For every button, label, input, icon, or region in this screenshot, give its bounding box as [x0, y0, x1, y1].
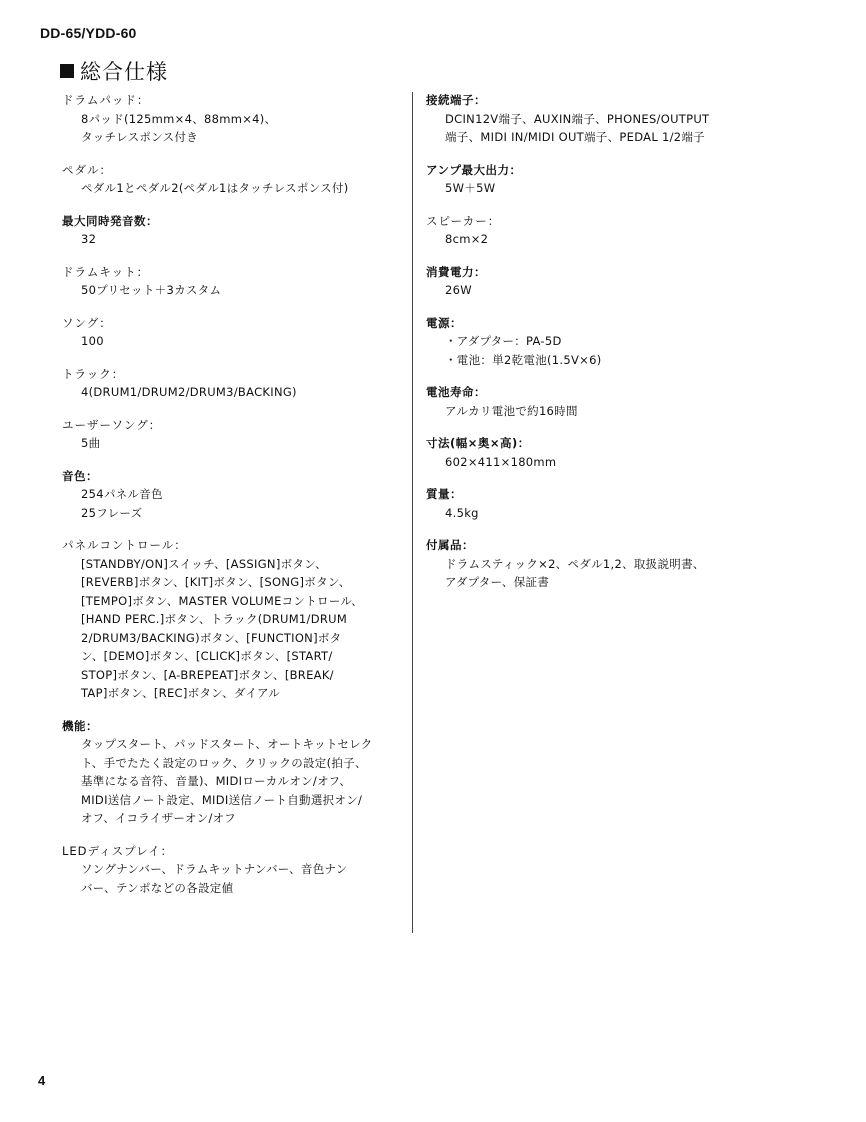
- spec-value-line: 5曲: [81, 436, 101, 450]
- spec-item: [62, 263, 412, 300]
- spec-value-line: 4(DRUM1/DRUM2/DRUM3/BACKING): [81, 385, 297, 399]
- spec-value-line: ト、手でたたく設定のロック、クリックの設定(拍子、: [81, 755, 367, 770]
- spec-value-line: ・アダプター：PA-5D: [445, 334, 562, 348]
- spec-item: [62, 842, 412, 898]
- spec-item: [426, 212, 726, 249]
- spec-value-line: DCIN12V端子、AUXIN端子、PHONES/OUTPUT: [445, 111, 710, 126]
- spec-item: [426, 536, 726, 592]
- spec-label: ドラムキット：: [62, 264, 150, 279]
- spec-item: [426, 383, 726, 420]
- spec-label: スピーカー：: [426, 213, 501, 228]
- spec-label: ソング：: [62, 315, 112, 330]
- spec-item: [426, 263, 726, 300]
- spec-item: [426, 91, 726, 147]
- spec-item: [62, 365, 412, 402]
- spec-value-line: 26W: [445, 283, 472, 297]
- spec-label: アンプ最大出力：: [426, 162, 522, 177]
- spec-value-line: 端子、MIDI IN/MIDI OUT端子、PEDAL 1/2端子: [445, 130, 705, 144]
- spec-value-line: 4.5kg: [445, 505, 479, 520]
- spec-item: [62, 161, 412, 198]
- spec-label: 寸法(幅×奥×高)：: [426, 436, 530, 450]
- spec-value-line: オフ、イコライザーオン/オフ: [81, 811, 236, 825]
- spec-value-line: TAP]ボタン、[REC]ボタン、ダイアル: [81, 686, 281, 700]
- section-title-text: 総合仕様: [80, 60, 168, 84]
- spec-label: 機能：: [62, 718, 98, 733]
- spec-value-line: 254パネル音色: [81, 487, 163, 501]
- spec-value-line: ソングナンバー、ドラムキットナンバー、音色ナン: [81, 862, 348, 876]
- spec-label: ユーザーソング：: [62, 417, 162, 432]
- spec-value-line: 50プリセット＋3カスタム: [81, 283, 222, 297]
- spec-value-line: 基準になる音符、音量)、MIDIローカルオン/オフ、: [81, 774, 352, 788]
- spec-label: 質量：: [426, 487, 462, 501]
- spec-value-line: バー、テンポなどの各設定値: [81, 880, 234, 895]
- spec-label: ペダル：: [62, 162, 112, 177]
- model-header: DD-65/YDD-60: [40, 25, 137, 41]
- spec-label: 接続端子：: [426, 93, 486, 107]
- spec-value-line: タッチレスポンス付き: [81, 130, 199, 144]
- spec-item: [62, 467, 412, 523]
- section-title: [60, 56, 168, 86]
- spec-item: [62, 536, 412, 703]
- spec-label: 電源：: [426, 315, 462, 330]
- spec-value-line: MIDI送信ノート設定、MIDI送信ノート自動選択オン/: [81, 792, 363, 807]
- spec-value-line: [STANDBY/ON]スイッチ、[ASSIGN]ボタン、: [81, 556, 327, 571]
- spec-label: トラック：: [62, 366, 125, 381]
- spec-value-line: アルカリ電池で約16時間: [445, 403, 578, 418]
- spec-label: 音色：: [62, 468, 98, 483]
- spec-label: パネルコントロール：: [62, 538, 187, 552]
- spec-value-line: 5W＋5W: [445, 181, 496, 195]
- spec-label: 付属品：: [426, 538, 474, 552]
- spec-value-line: [HAND PERC.]ボタン、トラック(DRUM1/DRUM: [81, 612, 348, 626]
- spec-value-line: 32: [81, 232, 97, 246]
- spec-item: [426, 314, 726, 370]
- spec-value-line: 2/DRUM3/BACKING)ボタン、[FUNCTION]ボタ: [81, 630, 342, 645]
- spec-value-line: 8パッド(125mm×4、88mm×4)、: [81, 111, 277, 126]
- black-square-icon: [60, 64, 74, 78]
- spec-label: ドラムパッド：: [62, 93, 150, 107]
- spec-item: [426, 161, 726, 198]
- spec-value-line: 602×411×180mm: [445, 454, 557, 469]
- spec-item: [426, 434, 726, 471]
- spec-label: 消費電力：: [426, 264, 486, 279]
- spec-item: [426, 485, 726, 522]
- spec-value-line: 25フレーズ: [81, 505, 143, 520]
- spec-value-line: ドラムスティック×2、ペダル1,2、取扱説明書、: [445, 556, 705, 571]
- spec-value-line: ・電池：単2乾電池(1.5V×6): [445, 352, 602, 367]
- spec-value-line: 8cm×2: [445, 232, 489, 246]
- spec-value-line: 100: [81, 334, 104, 348]
- spec-item: [62, 314, 412, 351]
- spec-column-right: [426, 91, 726, 606]
- spec-column-left: [62, 91, 412, 911]
- spec-item: [62, 91, 412, 147]
- spec-item: [62, 416, 412, 453]
- column-divider: [412, 92, 413, 933]
- spec-label: 電池寿命：: [426, 385, 486, 399]
- spec-value-line: STOP]ボタン、[A-BREPEAT]ボタン、[BREAK/: [81, 667, 334, 682]
- spec-value-line: [TEMPO]ボタン、MASTER VOLUMEコントロール、: [81, 593, 364, 608]
- spec-item: [62, 212, 412, 249]
- spec-value-line: アダプター、保証書: [445, 575, 550, 589]
- spec-value-line: [REVERB]ボタン、[KIT]ボタン、[SONG]ボタン、: [81, 575, 351, 589]
- spec-value-line: タップスタート、パッドスタート、オートキットセレク: [81, 737, 373, 751]
- spec-value-line: ペダル1とペダル2(ペダル1はタッチレスポンス付): [81, 181, 349, 195]
- spec-label: LEDディスプレイ：: [62, 843, 174, 858]
- spec-item: [62, 717, 412, 828]
- spec-label: 最大同時発音数：: [62, 213, 158, 228]
- spec-value-line: ン、[DEMO]ボタン、[CLICK]ボタン、[START/: [81, 649, 333, 663]
- page-number: 4: [38, 1073, 46, 1088]
